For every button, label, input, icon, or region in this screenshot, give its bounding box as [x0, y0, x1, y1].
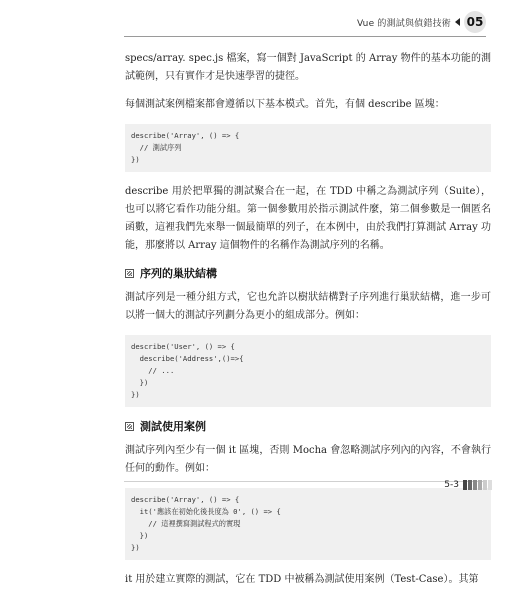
section-title-2: 測試使用案例 [140, 420, 206, 433]
paragraph-5: 測試序列內至少有一個 it 區塊，否則 Mocha 會忽略測試序列內的內容，不會執行任何的動作。例如： [125, 445, 491, 474]
section-marker-icon [125, 422, 134, 431]
header-arrow-icon [455, 18, 460, 26]
section-title-1: 序列的巢狀結構 [140, 267, 217, 280]
paragraph-2: 每個測試案例檔案都會遵循以下基本模式。首先，有個 describe 區塊： [125, 99, 445, 110]
paragraph-6: it 用於建立實際的測試，它在 TDD 中被稱為測試使用案例（Test-Case）。其第 [125, 574, 479, 585]
running-header [357, 8, 486, 36]
code-block-2: describe('User', () => { describe('Address',()=>{ // ... }) }) [125, 335, 491, 407]
code-block-1: describe('Array', () => { // 測試序列 }) [125, 124, 491, 172]
chapter-badge: 05 [464, 11, 486, 33]
page-tab-marker [463, 480, 492, 490]
footer-rule [124, 481, 486, 482]
main-content [125, 50, 491, 599]
header-rule [124, 36, 486, 37]
paragraph-3: describe 用於把單獨的測試聚合在一起，在 TDD 中稱之為測試序列（Suite），也可以將它看作功能分組。第一個參數用於指示測試件麼，第二個參數是一個匿名函數，這裡我們先來舉一個最簡單的列子，在本例中，由於我們打算測試 Array 功能，那麼將以 Array 這個物件的名稱作為測試序列的名稱。 [125, 186, 491, 251]
section-heading-2 [125, 418, 491, 434]
header-title: Vue 的測試與偵錯技術 [356, 18, 451, 29]
page-footer [444, 480, 492, 490]
code-block-3: describe('Array', () => { it('應該在初始化後長度為 0', () => { // 這裡撰寫測試程式的實現 }) }) [125, 488, 491, 560]
paragraph-1: specs/array. spec.js 檔案，寫一個對 JavaScript 的 Array 物件的基本功能的測試範例，只有實作才是快速學習的捷徑。 [125, 53, 491, 82]
section-heading-1 [125, 265, 491, 281]
paragraph-4: 測試序列是一種分組方式，它也允許以樹狀結構對子序列進行巢狀結構，進一步可以將一個大的測試序列劃分為更小的組成部分。例如： [125, 292, 491, 321]
page-number: 5-3 [444, 480, 459, 490]
section-marker-icon [125, 269, 134, 278]
